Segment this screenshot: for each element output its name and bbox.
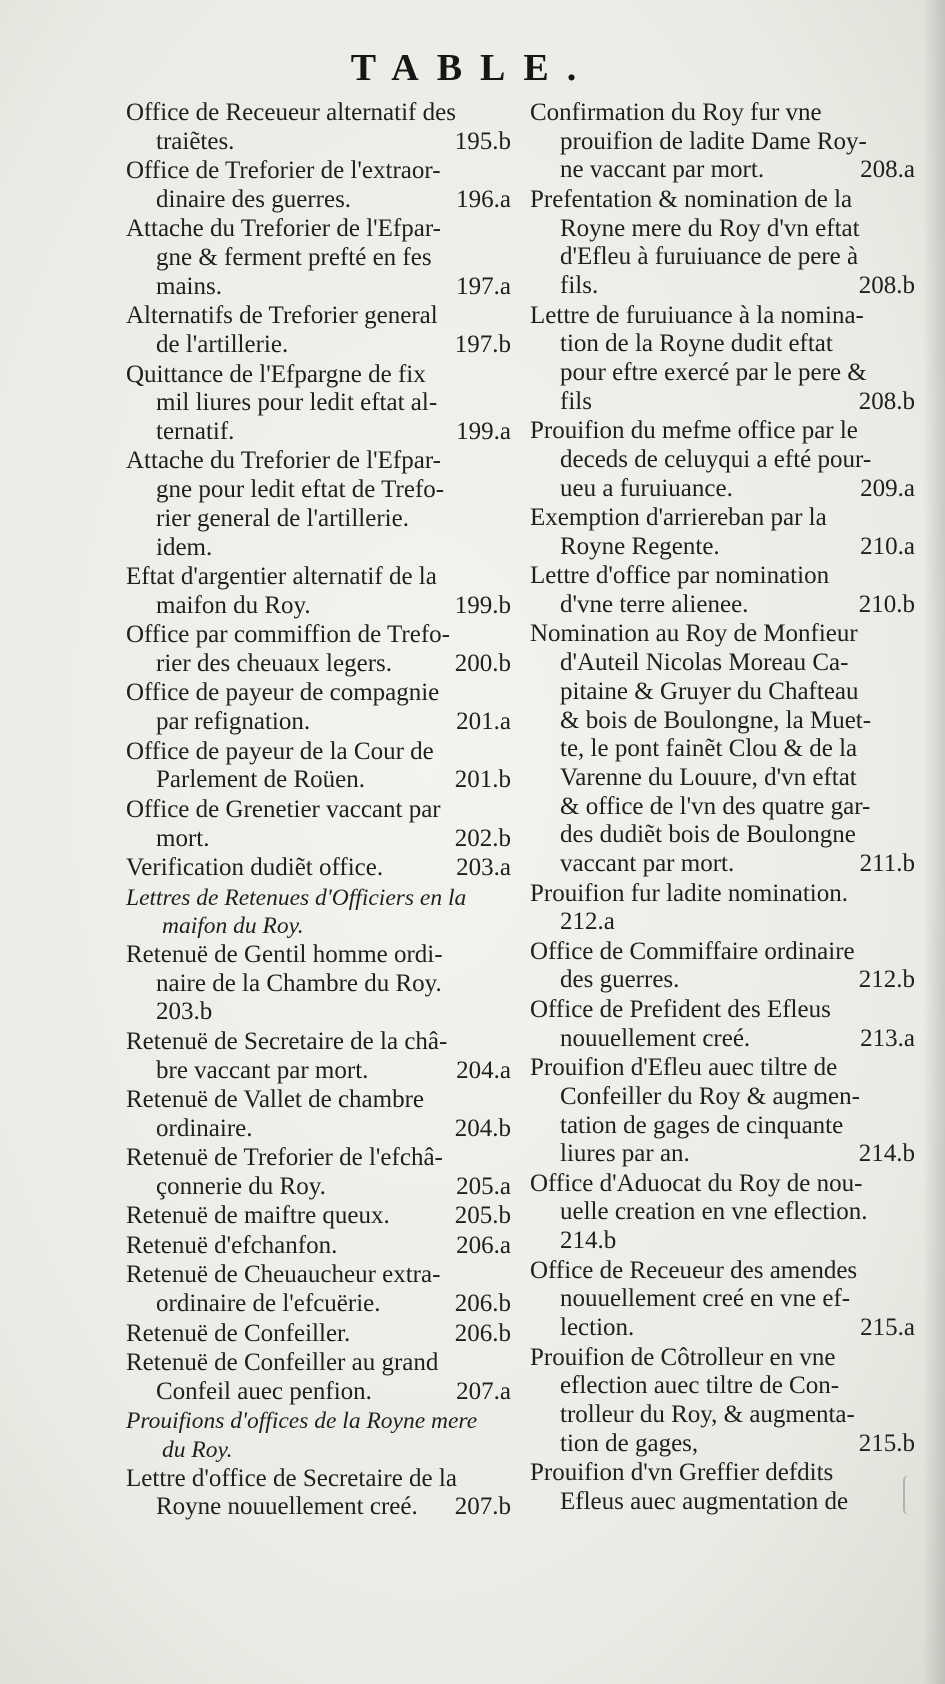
entry-text: Prouifion fur ladite nomination. [530,879,849,907]
page-number: 197.b [454,331,511,359]
page-number: 205.b [454,1202,511,1230]
table-entry [530,562,915,619]
entry-line [126,1173,511,1202]
entry-line [126,1378,511,1407]
table-entry [126,1028,511,1085]
left-column [126,99,511,1523]
page-number: 210.b [858,590,915,618]
table-entry [126,941,511,1027]
entry-line [530,1314,915,1343]
entry-line [126,273,511,302]
table-entry [530,1054,915,1169]
entry-line [530,1140,915,1169]
entry-line [126,1436,511,1465]
entry-line [530,417,915,446]
entry-line [530,1054,915,1083]
table-entry [530,302,915,417]
entry-line [126,912,511,941]
entry-text: deceds de celuyqui a efté pour- [560,445,872,473]
entry-line [126,157,511,186]
entry-line [530,793,915,822]
page-number: 196.a [456,185,511,213]
entry-text: maifon du Roy. [156,591,311,619]
table-entry [126,854,511,883]
entry-text: vaccant par mort. [560,850,735,878]
entry-line [530,1344,915,1373]
table-entry [126,99,511,156]
table-entry [126,679,511,736]
page-number: 208.b [858,387,915,415]
entry-line [126,1144,511,1173]
entry-text: liures par an. [560,1140,690,1168]
page-number: 206.b [454,1290,511,1318]
right-column [530,99,915,1517]
entry-text: te, le pont fainẽt Clou & de la [560,735,858,763]
entry-line [530,243,915,272]
table-entry [126,1320,511,1349]
entry-line [530,1083,915,1112]
entry-line [530,880,915,909]
entry-line [126,302,511,331]
page-number: 215.a [860,1314,915,1342]
table-entry [126,1349,511,1406]
entry-text: Varenne du Louure, d'vn eftat [560,763,857,791]
table-entry [530,996,915,1053]
table-entry [530,417,915,503]
entry-text: mil liures pour ledit eftat al- [156,389,438,417]
table-entry [530,1170,915,1256]
entry-text: bre vaccant par mort. [156,1056,369,1084]
entry-line [530,1285,915,1314]
entry-line [126,970,511,999]
entry-line [126,186,511,215]
section-heading [126,1407,511,1464]
entry-text: Royne Regente. [560,532,720,560]
entry-line [126,998,511,1027]
page-number: 210.a [860,532,915,560]
page-number: 203.a [456,854,511,882]
entry-text: Verification dudiẽt office. [126,854,384,882]
entry-text: prouifion de ladite Dame Roy- [560,127,867,155]
entry-text: fils [560,387,592,415]
entry-text: pitaine & Gruyer du Chafteau [560,677,859,705]
page-number: 206.b [454,1319,511,1347]
table-entry [126,302,511,359]
entry-text: traiẽtes. [156,127,235,155]
entry-line [530,446,915,475]
entry-line [530,272,915,301]
page-number: 205.a [456,1172,511,1200]
entry-line [126,1232,511,1261]
entry-text: gne & ferment prefté en fes [156,244,432,272]
page-number: 197.a [456,272,511,300]
entry-line [530,764,915,793]
entry-text: du Roy. [162,1437,233,1464]
page-number: 213.a [860,1024,915,1052]
table-entry [530,99,915,185]
table-entry [126,621,511,678]
entry-text: ordinaire. [156,1114,253,1142]
entry-line [126,244,511,273]
entry-line [126,825,511,854]
entry-text: Prouifions d'offices de la Royne mere [126,1408,478,1435]
entry-line [126,592,511,621]
entry-line [126,621,511,650]
entry-line [126,1115,511,1144]
entry-text: Retenuë de Cheuaucheur extra- [126,1261,441,1289]
entry-text: Office de Commiffaire ordinaire [530,937,855,965]
entry-text: Prouifion d'Efleu auec tiltre de [530,1054,838,1082]
page-number: 214.b [858,1140,915,1168]
entry-text: tion de la Royne dudit eftat [560,330,833,358]
entry-line [530,533,915,562]
entry-text: Retenuë d'efchanfon. [126,1231,338,1259]
entry-line [530,1227,915,1256]
page-number: 200.b [454,649,511,677]
table-entry [530,938,915,995]
entry-text: ordinaire de l'efcuërie. [156,1290,381,1318]
entry-text: rier des cheuaux legers. [156,649,392,677]
entry-line [126,331,511,360]
page-number: 207.a [456,1377,511,1405]
entry-line [530,156,915,185]
table-entry [530,504,915,561]
entry-text: Confeil auec penfion. [156,1377,372,1405]
entry-text: Retenuë de Confeiller. [126,1319,351,1347]
entry-text: Parlement de Roüen. [156,766,365,794]
entry-text: Prouifion du mefme office par le [530,417,858,445]
entry-line [126,447,511,476]
entry-line [126,941,511,970]
entry-text: Office de payeur de la Cour de [126,737,434,765]
table-entry [126,361,511,447]
entry-text: pour eftre exercé par le pere & [560,358,867,386]
entry-text: ne vaccant par mort. [560,156,765,184]
table-entry [126,738,511,795]
entry-text: nouuellement creé. [560,1024,751,1052]
entry-text: des guerres. [560,966,680,994]
entry-text: Retenuë de Secretaire de la châ- [126,1027,448,1055]
entry-text: Attache du Treforier de l'Efpar- [126,215,442,243]
table-entry [530,1459,915,1516]
entry-line [530,1257,915,1286]
entry-line [126,1202,511,1231]
table-entry [126,1202,511,1231]
entry-text: ueu a furuiuance. [560,474,733,502]
entry-text: Confeiller du Roy & augmen- [560,1082,860,1110]
entry-line [126,563,511,592]
entry-text: Lettre d'office par nomination [530,562,830,590]
entry-line [126,389,511,418]
entry-line [126,1028,511,1057]
entry-line [126,476,511,505]
entry-line [530,821,915,850]
entry-text: par refignation. [156,708,311,736]
entry-text: Office de Prefident des Efleus [530,995,831,1023]
entry-line [126,796,511,825]
entry-line [126,854,511,883]
table-entry [126,157,511,214]
entry-line [126,215,511,244]
entry-text: rier general de l'artillerie. [156,504,409,532]
entry-text: Office par commiffion de Trefo- [126,621,450,649]
page-number: 209.a [860,474,915,502]
entry-line [530,562,915,591]
entry-text: maifon du Roy. [162,913,304,940]
entry-line [126,361,511,390]
page-number: 206.a [456,1231,511,1259]
table-entry [126,1144,511,1201]
entry-line [530,649,915,678]
ink-mark [903,1475,915,1515]
entry-line [126,1407,511,1436]
page-number: 195.b [454,127,511,155]
entry-text: d'Auteil Nicolas Moreau Ca- [560,649,849,677]
page-number: 201.b [454,766,511,794]
entry-line [530,1401,915,1430]
table-entry [126,215,511,301]
page-number: 201.a [456,708,511,736]
entry-line [126,99,511,128]
entry-text: Office de Receueur alternatif des [126,99,456,126]
entry-line [530,1488,915,1517]
entry-text: Office d'Aduocat du Roy de nou- [530,1169,863,1197]
entry-line [126,650,511,679]
page-number: 203.b [156,998,213,1026]
entry-line [126,1057,511,1086]
page-number: 208.b [858,272,915,300]
entry-line [530,1025,915,1054]
entry-text: d'Efleu à furuiuance de pere à [560,243,859,271]
entry-line [126,1320,511,1349]
page-number: 214.b [560,1227,617,1255]
entry-text: Alternatifs de Treforier general [126,302,438,330]
page-number: 215.b [858,1429,915,1457]
page-number: 199.a [456,417,511,445]
entry-text: Quittance de l'Efpargne de fix [126,360,426,388]
entry-line [530,966,915,995]
entry-line [126,128,511,157]
entry-text: uelle creation en vne eflection. [560,1198,868,1226]
entry-line [530,735,915,764]
entry-line [126,738,511,767]
entry-text: Attache du Treforier de l'Efpar- [126,447,442,475]
entry-text: Confirmation du Roy fur vne [530,99,822,126]
entry-text: Office de Receueur des amendes [530,1256,858,1284]
entry-text: Efleus auec augmentation de [560,1487,849,1515]
entry-line [530,99,915,128]
entry-text: Eftat d'argentier alternatif de la [126,563,437,591]
entry-text: de l'artillerie. [156,331,289,359]
entry-line [126,884,511,913]
entry-text: Nomination au Roy de Monfieur [530,620,858,648]
entry-line [126,1349,511,1378]
entry-line [530,128,915,157]
entry-line [126,418,511,447]
entry-line [530,330,915,359]
entry-line [530,996,915,1025]
entry-line [126,766,511,795]
entry-text: Prouifion d'vn Greffier defdits [530,1459,834,1487]
entry-line [126,1493,511,1522]
entry-text: Office de Grenetier vaccant par [126,795,441,823]
page-edge-shadow [923,0,945,1684]
entry-text: mort. [156,824,210,852]
page-title: TABLE. [350,47,595,89]
table-entry [126,563,511,620]
entry-text: d'vne terre alienee. [560,590,749,618]
entry-text: Retenuë de maiftre queux. [126,1202,390,1230]
entry-text: Retenuë de Treforier de l'efchâ- [126,1144,443,1172]
entry-line [530,504,915,533]
entry-text: Prouifion de Côtrolleur en vne [530,1343,836,1371]
entry-line [530,678,915,707]
entry-line [530,302,915,331]
entry-text: & office de l'vn des quatre gar- [560,792,871,820]
entry-line [530,186,915,215]
page-number: 199.b [454,591,511,619]
entry-line [530,1459,915,1488]
entry-line [530,850,915,879]
entry-text: naire de la Chambre du Roy. [156,969,442,997]
entry-text: nouuellement creé en vne ef- [560,1285,851,1313]
table-entry [126,447,511,562]
entry-line [530,215,915,244]
entry-text: Retenuë de Confeiller au grand [126,1349,439,1377]
entry-line [530,1170,915,1199]
entry-text: mains. [156,272,222,300]
entry-text: lection. [560,1314,635,1342]
entry-text: Lettre de furuiuance à la nomina- [530,301,864,329]
page-number: 207.b [454,1493,511,1521]
page-number: 208.a [860,156,915,184]
entry-line [126,1086,511,1115]
table-entry [126,1232,511,1261]
entry-text: çonnerie du Roy. [156,1172,326,1200]
table-entry [530,186,915,301]
table-entry [530,620,915,878]
entry-line [530,591,915,620]
entry-line [126,505,511,534]
entry-text: Retenuë de Gentil homme ordi- [126,940,443,968]
entry-line [126,708,511,737]
entry-text: Royne nouuellement creé. [156,1493,418,1521]
entry-line [126,1290,511,1319]
page-number: 202.b [454,824,511,852]
table-entry [126,1086,511,1143]
table-entry [126,796,511,853]
entry-line [126,679,511,708]
entry-text: Exemption d'arriereban par la [530,504,827,532]
entry-text: Retenuë de Vallet de chambre [126,1086,425,1114]
entry-line [126,1465,511,1494]
page-number: 212.a [560,908,615,936]
entry-text: trolleur du Roy, & augmenta- [560,1401,855,1428]
entry-text: Lettres de Retenues d'Officiers en la [126,884,467,911]
entry-text: Office de Treforier de l'extraor- [126,157,441,185]
entry-text: des dudiẽt bois de Boulongne [560,821,856,849]
table-entry [530,1344,915,1459]
page-number: 204.a [456,1056,511,1084]
entry-line [530,1198,915,1227]
entry-line [530,1372,915,1401]
entry-text: & bois de Boulongne, la Muet- [560,706,872,734]
entry-text: ternatif. [156,417,235,445]
table-entry [126,1465,511,1522]
entry-text: Prefentation & nomination de la [530,185,853,213]
entry-line [530,707,915,736]
entry-text: tation de gages de cinquante [560,1111,844,1139]
entry-text: eflection auec tiltre de Con- [560,1372,840,1400]
entry-text: Lettre d'office de Secretaire de la [126,1464,457,1492]
entry-text: dinaire des guerres. [156,185,352,213]
page-number: 212.b [858,966,915,994]
entry-line [530,1112,915,1141]
entry-text: idem. [156,533,213,561]
entry-line [530,388,915,417]
entry-line [530,475,915,504]
table-entry [530,880,915,937]
entry-line [126,1261,511,1290]
page-number: 204.b [454,1114,511,1142]
table-entry [126,1261,511,1318]
entry-line [530,620,915,649]
entry-line [530,908,915,937]
entry-text: Royne mere du Roy d'vn eftat [560,214,860,242]
entry-line [530,1430,915,1459]
entry-text: gne pour ledit eftat de Trefo- [156,476,445,504]
entry-text: tion de gages, [560,1429,699,1457]
section-heading [126,884,511,941]
entry-line [530,938,915,967]
entry-text: fils. [560,272,599,300]
entry-text: Office de payeur de compagnie [126,679,440,707]
entry-line [530,359,915,388]
page-number: 211.b [859,850,915,878]
entry-line [126,534,511,563]
table-entry [530,1257,915,1343]
